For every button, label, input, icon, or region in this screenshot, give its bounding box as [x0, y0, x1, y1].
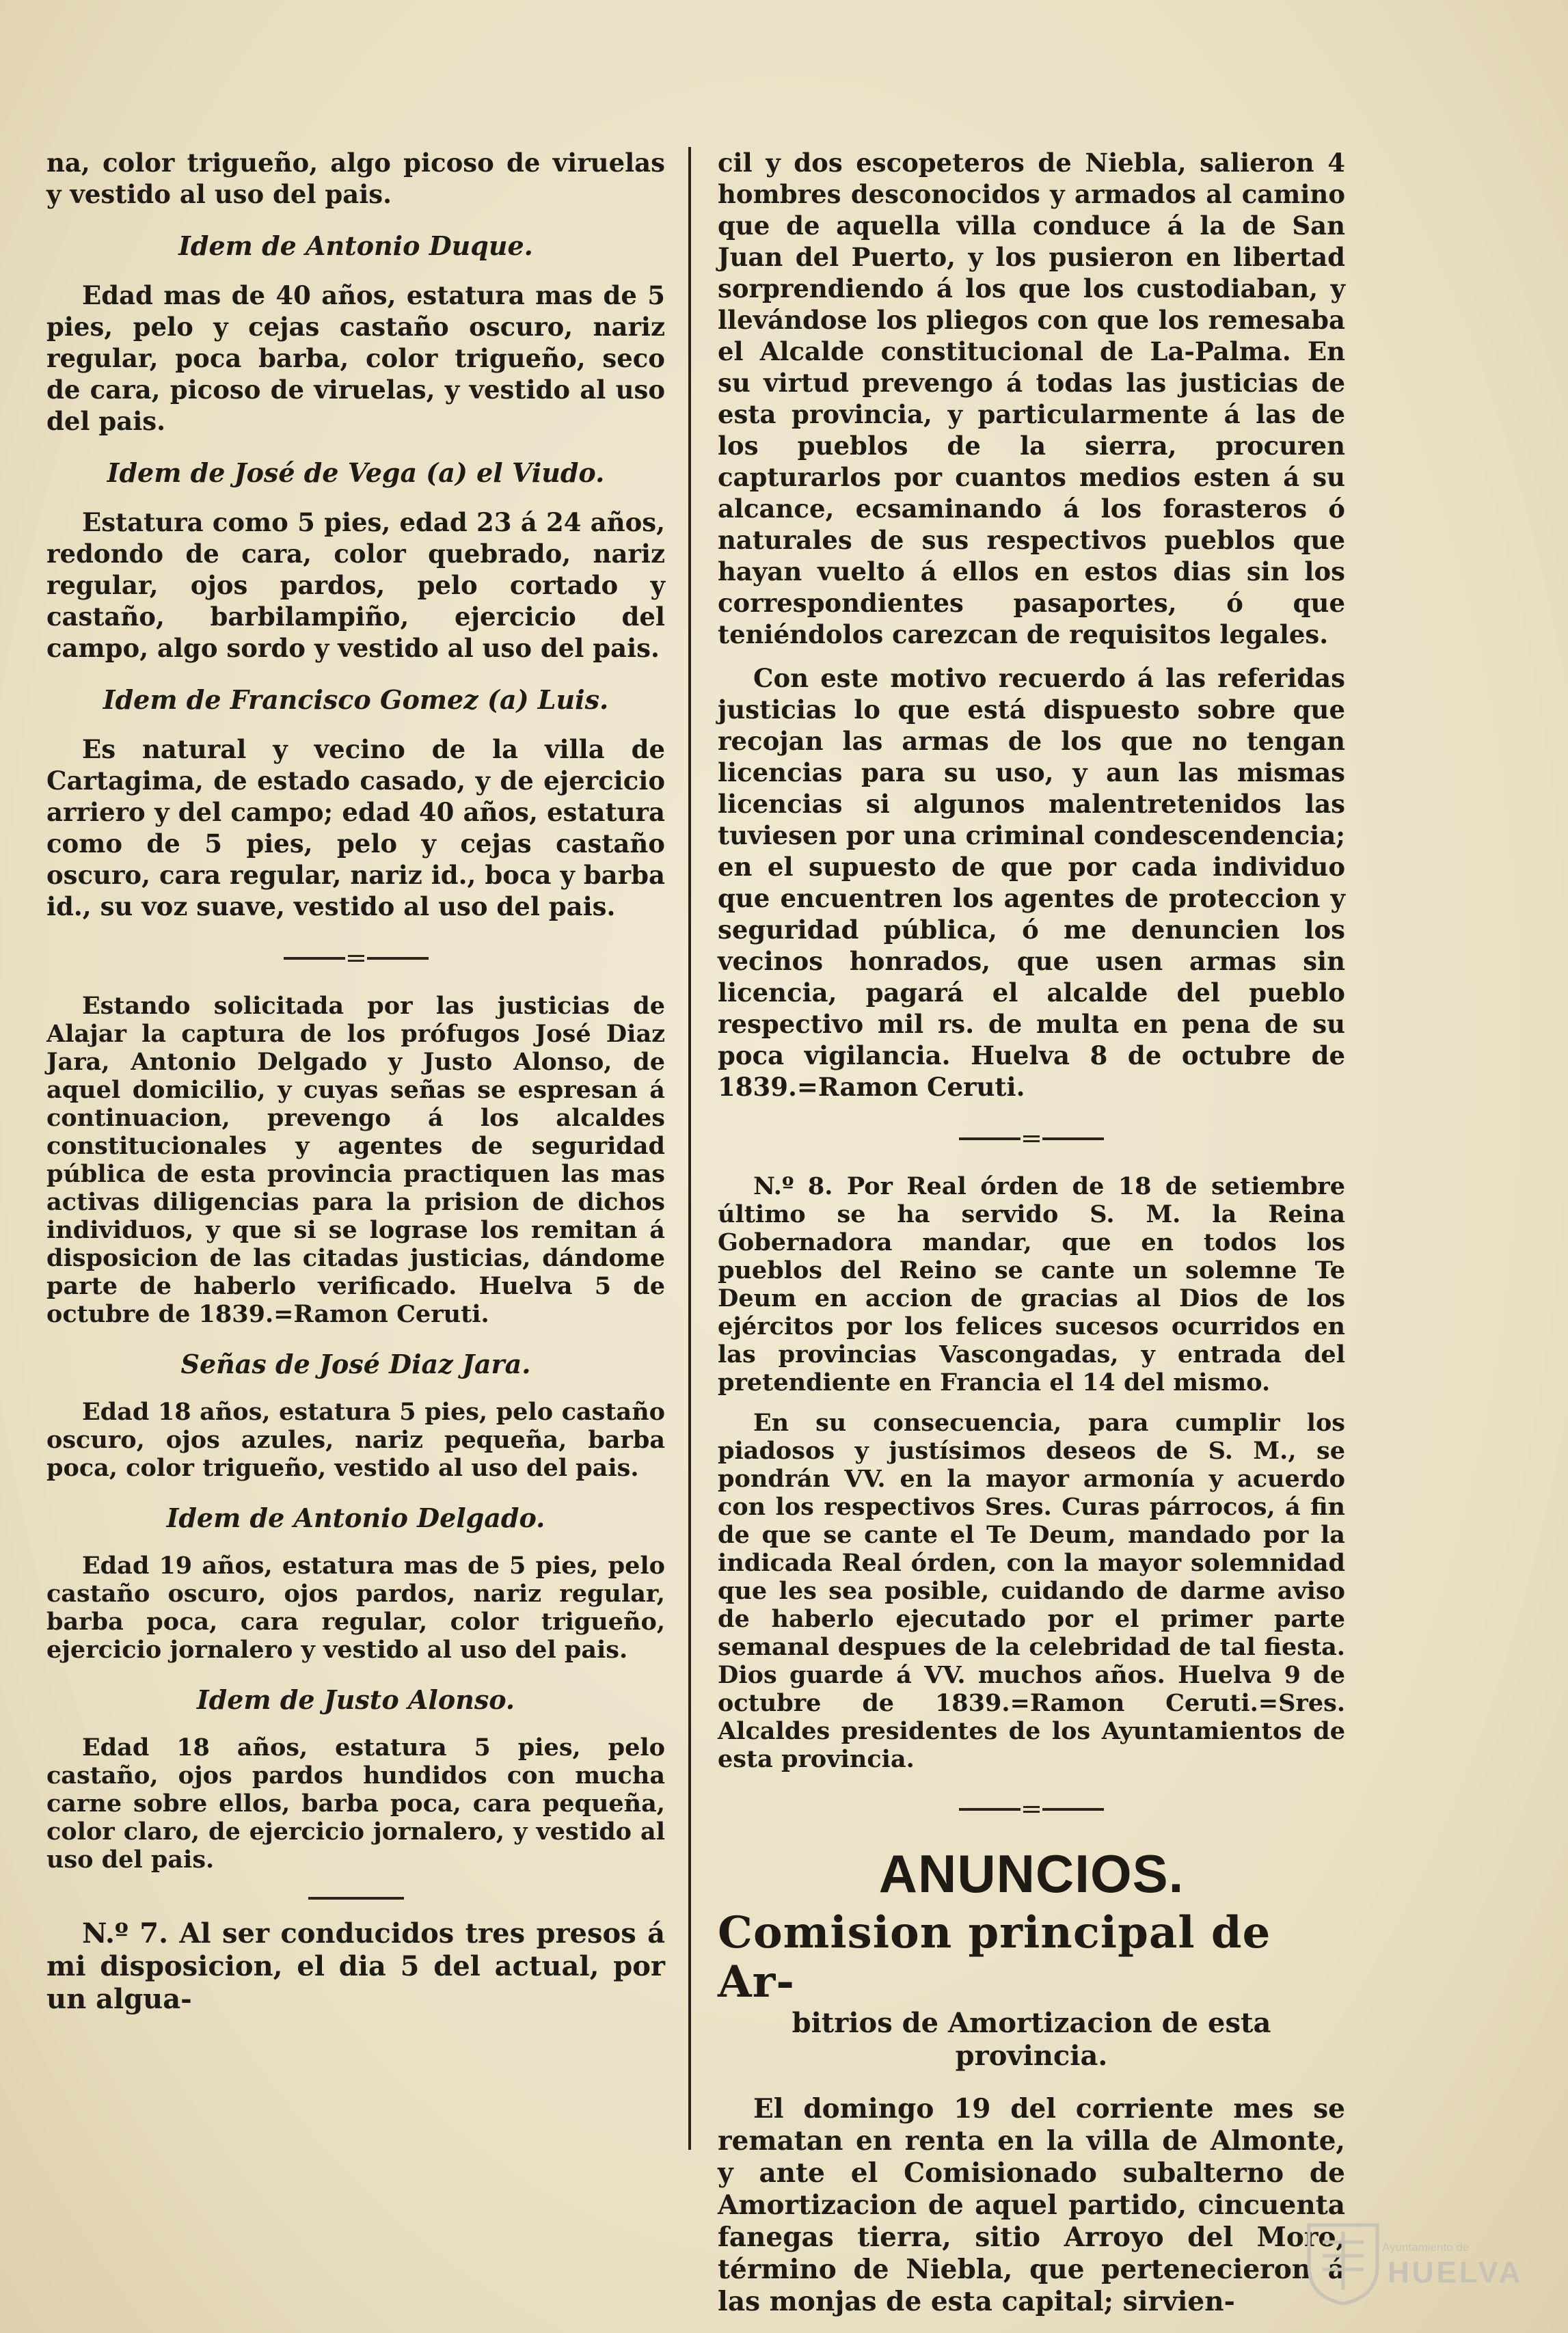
commission-subheading: bitrios de Amortizacion de esta provincia.: [792, 2007, 1271, 2072]
paragraph: Estando solicitada por las justicias de Alajar la captura de los prófugos José Diaz Jara, Antonio Delgado y Justo Alonso, de aquel domicilio, y cuyas señas se espresan á continuacion, prevengo á los alcaldes constitucionales y agentes de seguridad pública de esta provincia practiquen las mas activas diligencias para la prision de dichos individuos, y que si se lograse los remitan á disposicion de las citadas justicias, dándome parte de haberlo verificado. Huelva 5 de octubre de 1839.=Ramon Ceruti.: [46, 992, 665, 1328]
paragraph: cil y dos escopeteros de Niebla, salieron 4 hombres desconocidos y armados al camino que de aquella villa conduce á la de San Juan del Puerto, y los pusieron en libertad sorprendiendo á los que los custodiaban, y llevándose los pliegos con que los remesaba el Alcalde constitucional de La-Palma. En su virtud prevengo á todas las justicias de esta provincia, y particularmente á las de los pueblos de la sierra, procuren capturarlos por cuantos medios esten á su alcance, ecsaminando á los forasteros ó naturales de sus respectivos pueblos que hayan vuelto á ellos en estos dias sin los correspondientes pasaportes, ó que teniéndolos carezcan de requisitos legales.: [718, 148, 1345, 649]
paragraph: N.º 7. Al ser conducidos tres presos á mi disposicion, el dia 5 del actual, por un algua-: [46, 1917, 665, 2015]
paragraph: Edad 18 años, estatura 5 pies, pelo castaño, ojos pardos hundidos con mucha carne sobre ellos, barba poca, cara pequeña, color claro, de ejercicio jornalero, y vestido al uso del pais.: [46, 1734, 665, 1874]
section-heading: Idem de Francisco Gomez (a) Luis.: [103, 684, 609, 715]
section-heading: Idem de Antonio Duque.: [178, 230, 533, 261]
paragraph: Edad 19 años, estatura mas de 5 pies, pelo castaño oscuro, ojos pardos, nariz regular, barba poca, cara regular, color trigueño, ejercicio jornalero y vestido al uso del pais.: [46, 1552, 665, 1664]
paragraph: Edad mas de 40 años, estatura mas de 5 pies, pelo y cejas castaño oscuro, nariz regular, poca barba, color trigueño, seco de cara, picoso de viruelas, y vestido al uso del pais.: [46, 280, 665, 436]
logo-name: HUELVA: [1388, 2256, 1524, 2289]
section-heading: Idem de Antonio Delgado.: [166, 1502, 545, 1533]
section-heading: Idem de José de Vega (a) el Viudo.: [107, 457, 605, 488]
horizontal-rule: [308, 1897, 404, 1900]
ornament-divider: [46, 940, 665, 971]
paragraph: El domingo 19 del corriente mes se rematan en renta en la villa de Almonte, y ante el Comisionado subalterno de Amortizacion de aquel partido, cincuenta fanegas tierra, sitio Arroyo del Moro, término de Niebla, que pertenecieron á las monjas de esta capital; sirvien-: [718, 2093, 1345, 2317]
commission-heading: Comision principal de Ar-: [718, 1907, 1271, 2008]
ornament-divider: [718, 1791, 1345, 1822]
left-column: [46, 147, 665, 2162]
section-heading: Señas de José Diaz Jara.: [180, 1349, 531, 1379]
right-column: [718, 147, 1345, 2317]
paragraph: Estatura como 5 pies, edad 23 á 24 años, redondo de cara, color quebrado, nariz regular, ojos pardos, pelo cortado y castaño, barbilampiño, ejercicio del campo, algo sordo y vestido al uso del pais.: [46, 507, 665, 663]
announcements-heading: ANUNCIOS.: [878, 1844, 1185, 1904]
section-heading: Idem de Justo Alonso.: [196, 1684, 515, 1715]
paragraph: Es natural y vecino de la villa de Cartagima, de estado casado, y de ejercicio arriero y del campo; edad 40 años, estatura como de 5 pies, pelo y cejas castaño oscuro, cara regular, nariz id., boca y barba id., su voz suave, vestido al uso del pais.: [46, 734, 665, 921]
paragraph: N.º 8. Por Real órden de 18 de setiembre último se ha servido S. M. la Reina Gobernadora mandar, que en todos los pueblos del Reino se cante un solemne Te Deum en accion de gracias al Dios de los ejércitos por los felices sucesos ocurridos en las provincias Vascongadas, y entrada del pretendiente en Francia el 14 del mismo.: [718, 1172, 1345, 1397]
paragraph: Con este motivo recuerdo á las referidas justicias lo que está dispuesto sobre que recojan las armas de los que no tengan licencias para su uso, y aun las mismas licencias si algunos malentretenidos las tuviesen por una criminal condescendencia; en el supuesto de que por cada individuo que encuentren los agentes de proteccion y seguridad pública, ó me denuncien los vecinos honrados, que usen armas sin licencia, pagará el alcalde del pueblo respectivo mil rs. de multa en pena de su poca vigilancia. Huelva 8 de octubre de 1839.=Ramon Ceruti.: [718, 663, 1345, 1102]
column-divider: [688, 147, 691, 2150]
paragraph: Edad 18 años, estatura 5 pies, pelo castaño oscuro, ojos azules, nariz pequeña, barba poca, color trigueño, vestido al uso del pais.: [46, 1398, 665, 1482]
logo-caption: Ayuntamiento de: [1382, 2241, 1470, 2254]
paragraph: na, color trigueño, algo picoso de viruelas y vestido al uso del pais.: [46, 148, 665, 209]
paragraph: En su consecuencia, para cumplir los piadosos y justísimos deseos de S. M., se pondrán VV. en la mayor armonía y acuerdo con los respectivos Sres. Curas párrocos, á fin de que se cante el Te Deum, mandado por la indicada Real órden, con la mayor solemnidad que les sea posible, cuidando de darme aviso de haberlo ejecutado por el primer parte semanal despues de la celebridad de tal fiesta. Dios guarde á VV. muchos años. Huelva 9 de octubre de 1839.=Ramon Ceruti.=Sres. Alcaldes presidentes de los Ayuntamientos de esta provincia.: [718, 1409, 1345, 1773]
ornament-divider: [718, 1120, 1345, 1152]
